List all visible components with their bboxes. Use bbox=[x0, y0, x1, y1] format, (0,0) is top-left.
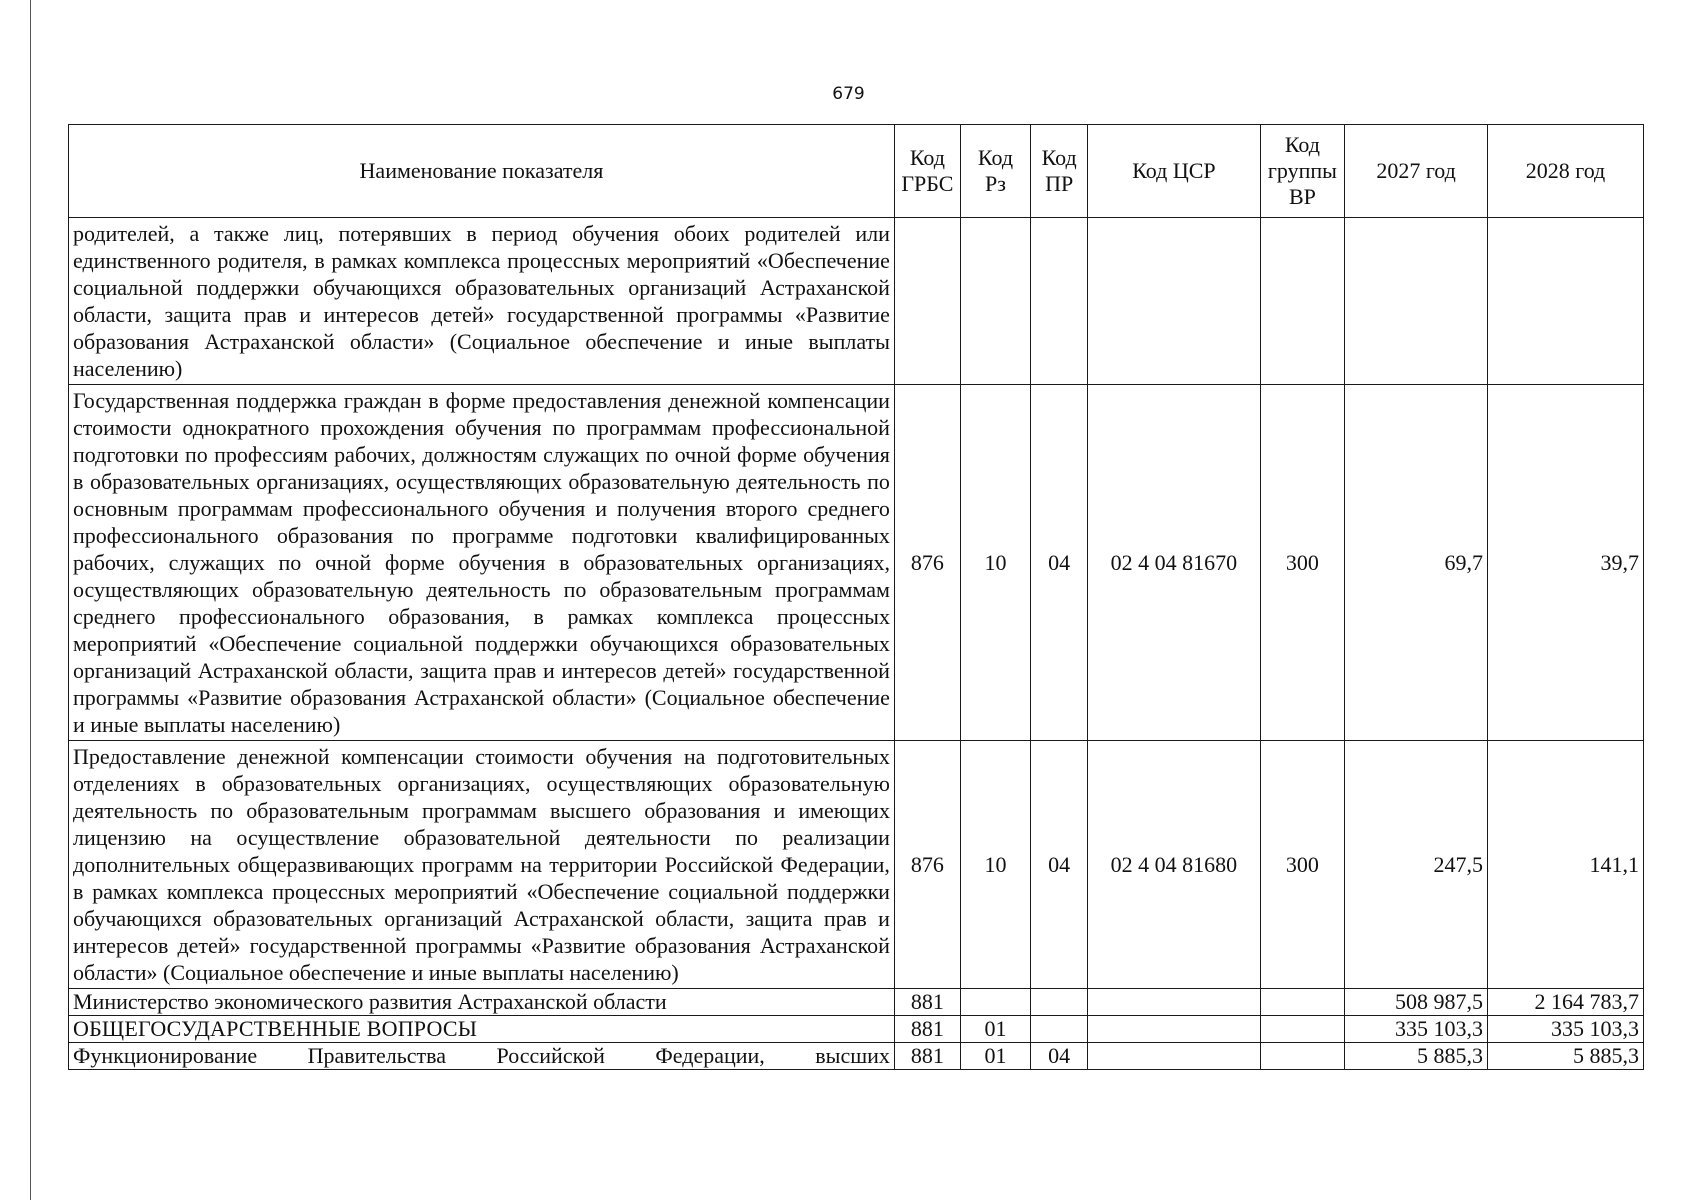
header-csr: Код ЦСР bbox=[1088, 125, 1260, 218]
budget-table bbox=[68, 124, 1644, 1070]
row-csr: 02 4 04 81670 bbox=[1088, 385, 1260, 741]
header-vr: Код группы ВР bbox=[1260, 125, 1345, 218]
row-2027: 247,5 bbox=[1345, 741, 1488, 989]
row-2027: 508 987,5 bbox=[1345, 989, 1488, 1016]
row-2028: 39,7 bbox=[1487, 385, 1643, 741]
row-grbs: 881 bbox=[894, 1016, 960, 1043]
row-pr bbox=[1031, 1016, 1088, 1043]
row-pr: 04 bbox=[1031, 741, 1088, 989]
row-csr bbox=[1088, 1043, 1260, 1070]
row-2027: 69,7 bbox=[1345, 385, 1488, 741]
row-grbs: 876 bbox=[894, 741, 960, 989]
row-csr: 02 4 04 81680 bbox=[1088, 741, 1260, 989]
header-2027: 2027 год bbox=[1345, 125, 1488, 218]
row-pr bbox=[1031, 989, 1088, 1016]
row-vr: 300 bbox=[1260, 741, 1345, 989]
row-vr bbox=[1260, 989, 1345, 1016]
row-vr bbox=[1260, 1043, 1345, 1070]
row-grbs: 876 bbox=[894, 385, 960, 741]
table-row bbox=[69, 385, 1644, 741]
row-2028: 141,1 bbox=[1487, 741, 1643, 989]
header-grbs: Код ГРБС bbox=[894, 125, 960, 218]
table-row bbox=[69, 1043, 1644, 1070]
row-csr bbox=[1088, 1016, 1260, 1043]
row-csr bbox=[1088, 218, 1260, 385]
header-pr: Код ПР bbox=[1031, 125, 1088, 218]
table-header-row bbox=[69, 125, 1644, 218]
row-rz: 10 bbox=[960, 741, 1030, 989]
row-2027: 5 885,3 bbox=[1345, 1043, 1488, 1070]
row-pr: 04 bbox=[1031, 1043, 1088, 1070]
row-rz: 01 bbox=[960, 1016, 1030, 1043]
row-name: Министерство экономического развития Астраханской области bbox=[69, 989, 895, 1016]
row-name: родителей, а также лиц, потерявших в период обучения обоих родителей или единственного родителя, в рамках комплекса процессных мероприятий «Обеспечение социальной поддержки обучающихся образовательных организаций Астраханской области, защита прав и интересов детей» государственной программы «Развитие образования Астраханской области» (Социальное обеспечение и иные выплаты населению) bbox=[69, 218, 895, 385]
row-grbs: 881 bbox=[894, 989, 960, 1016]
budget-table-sheet bbox=[68, 124, 1644, 1070]
row-name: Предоставление денежной компенсации стоимости обучения на подготовительных отделениях в образовательных организациях, осуществляющих образовательную деятельность по образовательным программам высшего образования и имеющих лицензию на осуществление образовательной деятельности по реализации дополнительных общеразвивающих программ на территории Российской Федерации, в рамках комплекса процессных мероприятий «Обеспечение социальной поддержки обучающихся образовательных организаций Астраханской области, защита прав и интересов детей» государственной программы «Развитие образования Астраханской области» (Социальное обеспечение и иные выплаты населению) bbox=[69, 741, 895, 989]
header-2028: 2028 год bbox=[1487, 125, 1643, 218]
row-rz bbox=[960, 989, 1030, 1016]
row-name: Функционирование Правительства Российской Федерации, высших bbox=[69, 1043, 895, 1070]
row-2028 bbox=[1487, 218, 1643, 385]
table-row bbox=[69, 989, 1644, 1016]
row-csr bbox=[1088, 989, 1260, 1016]
table-row bbox=[69, 1016, 1644, 1043]
table-row bbox=[69, 741, 1644, 989]
row-vr bbox=[1260, 218, 1345, 385]
row-2028: 2 164 783,7 bbox=[1487, 989, 1643, 1016]
row-vr bbox=[1260, 1016, 1345, 1043]
row-name: ОБЩЕГОСУДАРСТВЕННЫЕ ВОПРОСЫ bbox=[69, 1016, 895, 1043]
row-2028: 5 885,3 bbox=[1487, 1043, 1643, 1070]
row-name: Государственная поддержка граждан в форме предоставления денежной компенсации стоимости однократного прохождения обучения по программам профессиональной подготовки по профессиям рабочих, должностям служащих по очной форме обучения в образовательных организациях, осуществляющих образовательную деятельность по основным программам профессионального обучения и получения второго среднего профессионального образования по программе подготовки квалифицированных рабочих, служащих по очной форме обучения в образовательных организациях, осуществляющих образовательную деятельность по образовательным программам среднего профессионального образования, в рамках комплекса процессных мероприятий «Обеспечение социальной поддержки обучающихся образовательных организаций Астраханской области, защита прав и интересов детей» государственной программы «Развитие образования Астраханской области» (Социальное обеспечение и иные выплаты населению) bbox=[69, 385, 895, 741]
row-grbs: 881 bbox=[894, 1043, 960, 1070]
table-row bbox=[69, 218, 1644, 385]
row-grbs bbox=[894, 218, 960, 385]
row-rz: 10 bbox=[960, 385, 1030, 741]
row-pr: 04 bbox=[1031, 385, 1088, 741]
row-2028: 335 103,3 bbox=[1487, 1016, 1643, 1043]
row-pr bbox=[1031, 218, 1088, 385]
page-number: 679 bbox=[832, 84, 865, 104]
row-vr: 300 bbox=[1260, 385, 1345, 741]
row-rz: 01 bbox=[960, 1043, 1030, 1070]
row-2027 bbox=[1345, 218, 1488, 385]
binding-line bbox=[30, 0, 31, 1200]
row-rz bbox=[960, 218, 1030, 385]
header-rz: Код Рз bbox=[960, 125, 1030, 218]
header-name: Наименование показателя bbox=[69, 125, 895, 218]
row-2027: 335 103,3 bbox=[1345, 1016, 1488, 1043]
